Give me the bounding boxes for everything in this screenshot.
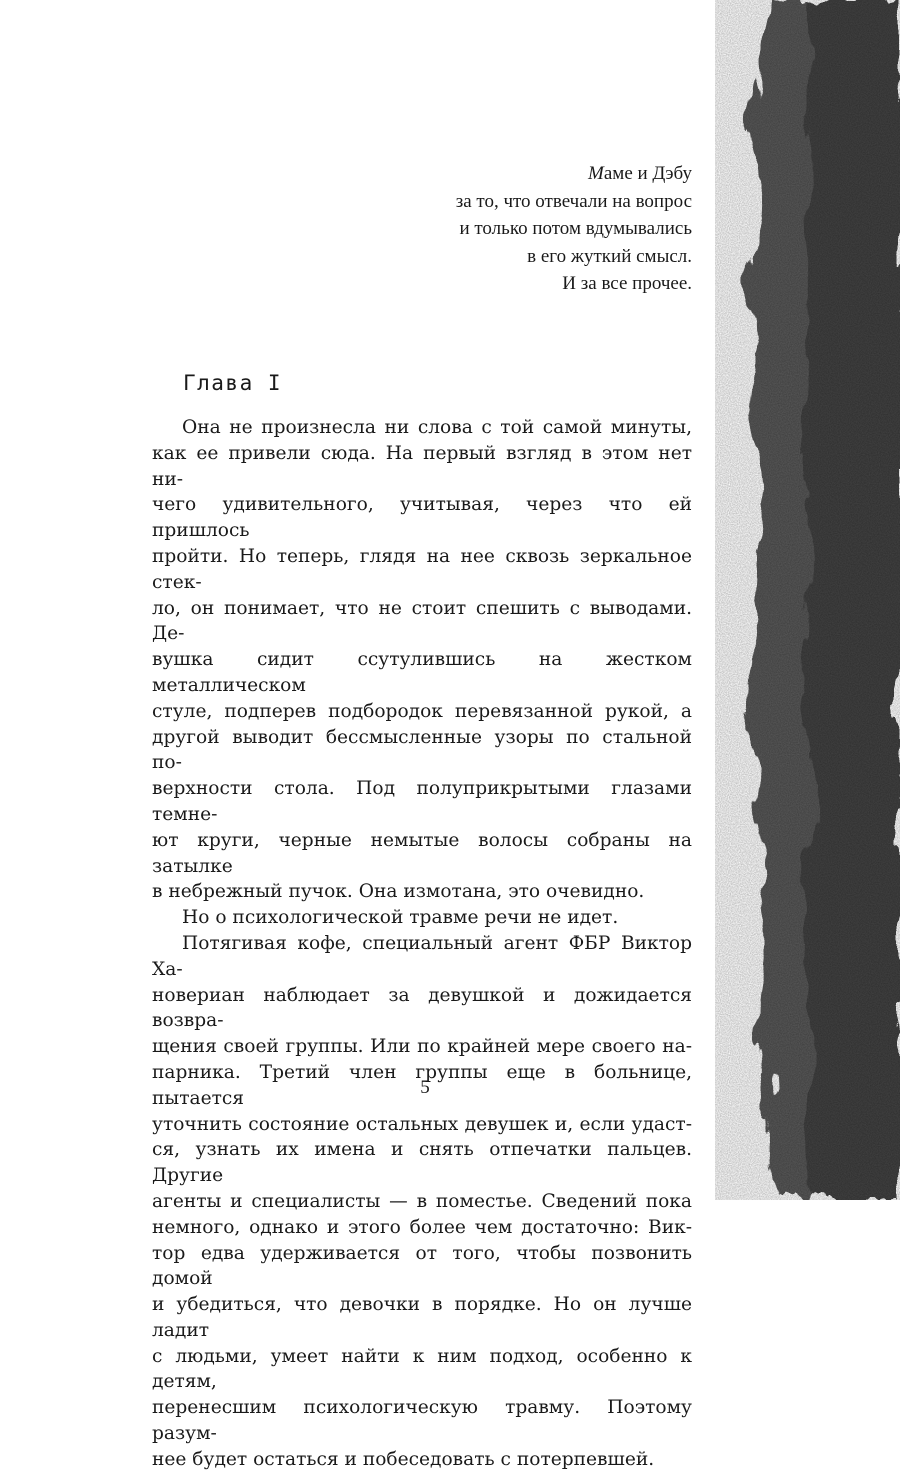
text-line: Потягивая кофе, специальный агент ФБР Виктор Ха- xyxy=(152,932,692,980)
text-line: и убедиться, что девочки в порядке. Но он лучше ладит xyxy=(152,1294,692,1341)
text-line: стуле, подперев подбородок перевязанной рукой, а xyxy=(152,700,692,722)
text-line: пройти. Но теперь, глядя на нее сквозь зеркальное стек- xyxy=(152,545,692,593)
dedication-line: и только потом вдумывались xyxy=(459,218,692,239)
text-line: тор едва удерживается от того, чтобы позвонить домой xyxy=(152,1242,692,1290)
chapter-body xyxy=(152,415,692,1473)
text-line: перенесшим психологическую травму. Поэтому разум- xyxy=(152,1397,692,1445)
text-line: чего удивительного, учитывая, через что ей пришлось xyxy=(152,494,692,542)
text-line: Но о психологической травме речи не идет. xyxy=(182,907,619,929)
text-line: ся, узнать их имена и снять отпечатки пальцев. Другие xyxy=(152,1139,692,1187)
chapter-title: Глава I xyxy=(183,371,283,395)
text-line: немного, однако и этого более чем достаточно: Вик- xyxy=(152,1216,692,1238)
text-line: ют круги, черные немытые волосы собраны на затылке xyxy=(152,829,692,877)
dedication-line: Маме и Дэбу xyxy=(588,163,692,184)
text-line: верхности стола. Под полуприкрытыми глазами темне- xyxy=(152,778,692,825)
dedication xyxy=(456,160,692,298)
text-line: уточнить состояние остальных девушек и, если удаст- xyxy=(152,1113,692,1135)
ink-brush-edge xyxy=(715,0,900,1200)
text-line: с людьми, умеет найти к ним подход, особенно к детям, xyxy=(152,1345,692,1393)
text-line: Она не произнесла ни слова с той самой минуты, xyxy=(182,417,692,438)
text-line: вушка сидит ссутулившись на жестком металлическом xyxy=(152,649,692,696)
text-line: другой выводит бессмысленные узоры по стальной по- xyxy=(152,726,692,774)
text-line: парника. Третий член группы еще в больнице, пытается xyxy=(152,1061,692,1109)
dedication-line: в его жуткий смысл. xyxy=(527,245,692,267)
text-line: агенты и специалисты — в поместье. Сведений пока xyxy=(152,1190,692,1212)
dedication-initial: М xyxy=(588,163,604,184)
text-line: в небрежный пучок. Она измотана, это очевидно. xyxy=(152,881,645,903)
text-line: щения своей группы. Или по крайней мере своего на- xyxy=(152,1036,692,1058)
page-number: 5 xyxy=(420,1077,430,1098)
text-line: новериан наблюдает за девушкой и дожидается возвра- xyxy=(152,984,692,1032)
text-line: ло, он понимает, что не стоит спешить с выводами. Де- xyxy=(152,597,692,645)
dedication-line: за то, что отвечали на вопрос xyxy=(455,190,692,212)
text-line: нее будет остаться и побеседовать с потерпевшей. xyxy=(152,1448,655,1470)
text-line: как ее привели сюда. На первый взгляд в этом нет ни- xyxy=(152,442,692,490)
dedication-line: И за все прочее. xyxy=(562,273,692,294)
